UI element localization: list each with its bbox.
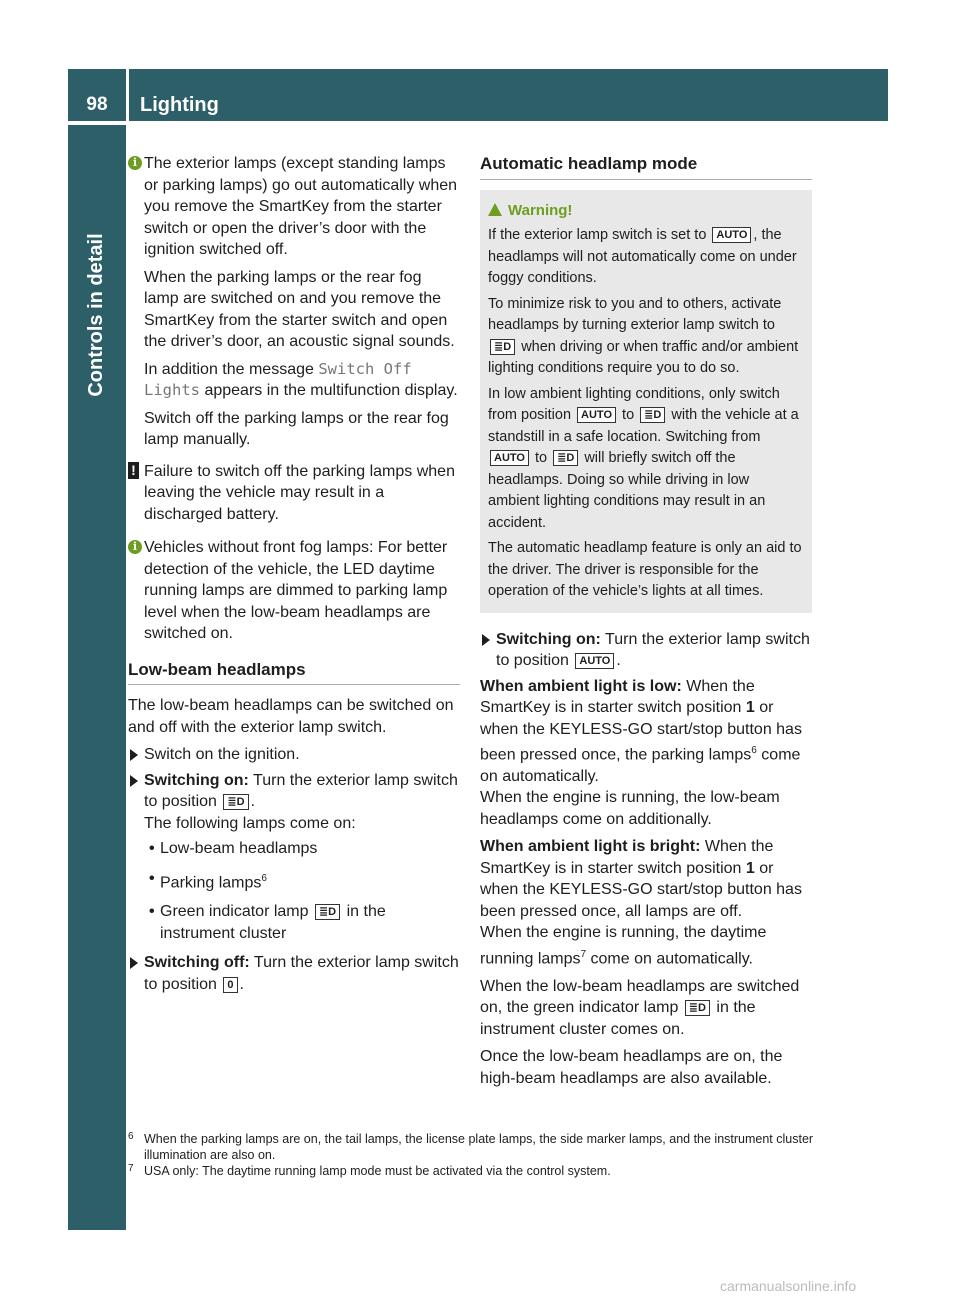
text: come on automatically. [590, 950, 753, 968]
auto-icon: AUTO [575, 653, 614, 669]
text: come on automatically. [480, 746, 801, 785]
right-column [480, 153, 812, 1095]
note-paragraph: Switch off the parking lamps or the rear fog lamp manually. [144, 409, 449, 448]
lowbeam-icon: ≣D [223, 794, 248, 810]
lowbeam-icon: ≣D [640, 407, 665, 423]
warning-box [480, 190, 812, 613]
section-title: Lighting [140, 94, 219, 116]
text: to [535, 450, 548, 466]
auto-icon: AUTO [490, 450, 529, 466]
warning-title-text: Warning! [508, 201, 573, 219]
footnote-ref: 7 [580, 948, 587, 960]
page-header [68, 69, 888, 121]
text: When the engine is running, the daytime running lamps [480, 924, 767, 968]
bullet-text: Green indicator lamp [160, 903, 309, 921]
caution-text: Failure to switch off the parking lamps when leaving the vehicle may result in a discharged battery. [144, 462, 455, 523]
warning-paragraph: The automatic headlamp feature is only an aid to the driver. The driver is responsible for the operation of the vehicle’s lights at all times. [488, 540, 802, 599]
lowbeam-icon: ≣D [490, 339, 515, 355]
arrow-icon [130, 957, 138, 969]
footnote-ref: 6 [261, 872, 267, 884]
text: When the low-beam headlamps are switched on, the green indicator lamp [480, 977, 800, 1017]
footnotes [128, 1131, 818, 1179]
footnote-7 [128, 1163, 818, 1179]
footnote-text: When the parking lamps are on, the tail lamps, the license plate lamps, the side marker lamps, and the instrument cluster illumination are also on. [144, 1132, 814, 1162]
info-note-fog-lamps [128, 537, 460, 645]
warning-icon [488, 203, 502, 216]
warning-paragraph [488, 225, 804, 290]
footnote-text: USA only: The daytime running lamp mode must be activated via the control system. [144, 1164, 611, 1178]
bullet-text: Parking lamps [160, 873, 262, 891]
text: To minimize risk to you and to others, activate headlamps by turning exterior lamp switch to [488, 295, 782, 333]
switch-position: 1 [745, 859, 755, 877]
step-ignition [128, 744, 460, 766]
text: If the exterior lamp switch is set to [488, 227, 707, 243]
watermark: carmanualsonline.info [720, 1278, 857, 1294]
paragraph-low-light [480, 676, 812, 831]
step-text: Turn the exterior lamp switch to position [144, 954, 459, 993]
caution-icon: ! [128, 462, 139, 479]
step-label: Switching on: [496, 630, 601, 648]
side-label-wrap [68, 125, 126, 505]
warning-paragraph [488, 294, 804, 380]
footnote-6 [128, 1131, 818, 1163]
warning-paragraph [488, 384, 804, 535]
info-icon: i [128, 156, 142, 170]
text: In addition the message [144, 360, 314, 378]
text: When the SmartKey is in starter switch position [480, 677, 755, 716]
switch-position: 1 [745, 699, 755, 716]
bullet-icon: • [149, 869, 155, 887]
page-number: 98 [86, 94, 108, 115]
step-text: Switch on the ignition. [144, 746, 300, 763]
text: will briefly switch off the headlamps. Doing so while driving in low ambient lighting conditions may result in an accident. [488, 450, 766, 531]
auto-icon: AUTO [712, 227, 751, 243]
bullet-icon: • [149, 840, 155, 857]
arrow-icon [130, 775, 138, 787]
note-paragraph: The exterior lamps (except standing lamps or parking lamps) go out automatically when you remove the SmartKey from the starter switch or open the driver’s door with the ignition switched off. [144, 155, 458, 258]
text: appears in the multifunction display. [204, 382, 458, 399]
heading-low-beam: Low-beam headlamps [128, 659, 460, 686]
text: When the engine is running, the low-beam headlamps come on additionally. [480, 789, 780, 828]
off-position-icon: 0 [223, 977, 237, 993]
bullet-text: Low-beam headlamps [160, 840, 318, 857]
text: with the vehicle at a standstill in a safe location. Switching from [488, 407, 799, 445]
bullet-icon: • [149, 903, 155, 921]
text: when driving or when traffic and/or ambient lighting conditions require you to do so. [488, 338, 799, 376]
step-text: Turn the exterior lamp switch to position [144, 771, 458, 810]
step-label: Switching off: [144, 954, 250, 972]
display-message: Switch Off Lights [144, 359, 412, 399]
para-label: When ambient light is low: [480, 677, 682, 695]
footnote-number: 6 [128, 1131, 134, 1142]
step-text: Turn the exterior lamp switch to position [496, 630, 810, 669]
step-subtext: The following lamps come on: [144, 814, 356, 832]
arrow-icon [482, 634, 490, 646]
note-paragraph: When the parking lamps or the rear fog lamp are switched on and you remove the SmartKey from the starter switch and open the driver’s door, an acoustic signal sounds. [144, 268, 455, 350]
text: or when the KEYLESS-GO start/stop button has been pressed once, the parking lamps [480, 699, 802, 764]
info-note-exterior-lamps [128, 153, 460, 451]
text: In low ambient lighting conditions, only switch from position [488, 385, 780, 423]
paragraph-bright-light [480, 836, 812, 969]
step-auto-on [480, 629, 812, 672]
footnote-number: 7 [128, 1163, 134, 1174]
footnote-ref: 6 [751, 745, 757, 756]
text: , the headlamps will not automatically come on under foggy conditions. [488, 227, 797, 286]
note-paragraph [144, 359, 460, 402]
step-switch-off [128, 952, 460, 995]
list-item [128, 868, 460, 894]
list-item [128, 838, 460, 860]
list-item [128, 901, 460, 944]
lowbeam-icon: ≣D [553, 450, 578, 466]
para-label: When ambient light is bright: [480, 838, 701, 856]
lowbeam-icon: ≣D [315, 904, 340, 920]
text: to [622, 407, 635, 423]
left-column [128, 153, 460, 999]
auto-icon: AUTO [577, 407, 616, 423]
side-label: Controls in detail [85, 233, 107, 397]
intro-paragraph: The low-beam headlamps can be switched on and off with the exterior lamp switch. [128, 697, 454, 736]
paragraph-high-beam: Once the low-beam headlamps are on, the high-beam headlamps are also available. [480, 1048, 783, 1087]
paragraph-indicator [480, 976, 812, 1041]
punct: . [616, 652, 621, 669]
info-icon: i [128, 540, 142, 554]
lowbeam-icon: ≣D [685, 1000, 710, 1016]
warning-title [488, 200, 804, 222]
text: in the instrument cluster comes on. [480, 999, 756, 1038]
punct: . [250, 793, 256, 810]
text: or when the KEYLESS-GO start/stop button has been pressed once, all lamps are off. [480, 859, 802, 920]
note-paragraph: Vehicles without front fog lamps: For better detection of the vehicle, the LED daytime running lamps are dimmed to parking lamp level when the low-beam headlamps are switched on. [144, 539, 448, 642]
step-switch-on [128, 770, 460, 835]
text: When the SmartKey is in starter switch position [480, 838, 774, 877]
punct: . [239, 975, 244, 993]
step-label: Switching on: [144, 771, 249, 789]
heading-auto-mode: Automatic headlamp mode [480, 153, 812, 180]
header-divider [126, 69, 129, 121]
arrow-icon [130, 749, 138, 761]
bullet-text: in the instrument cluster [160, 903, 386, 942]
caution-note [128, 461, 460, 526]
